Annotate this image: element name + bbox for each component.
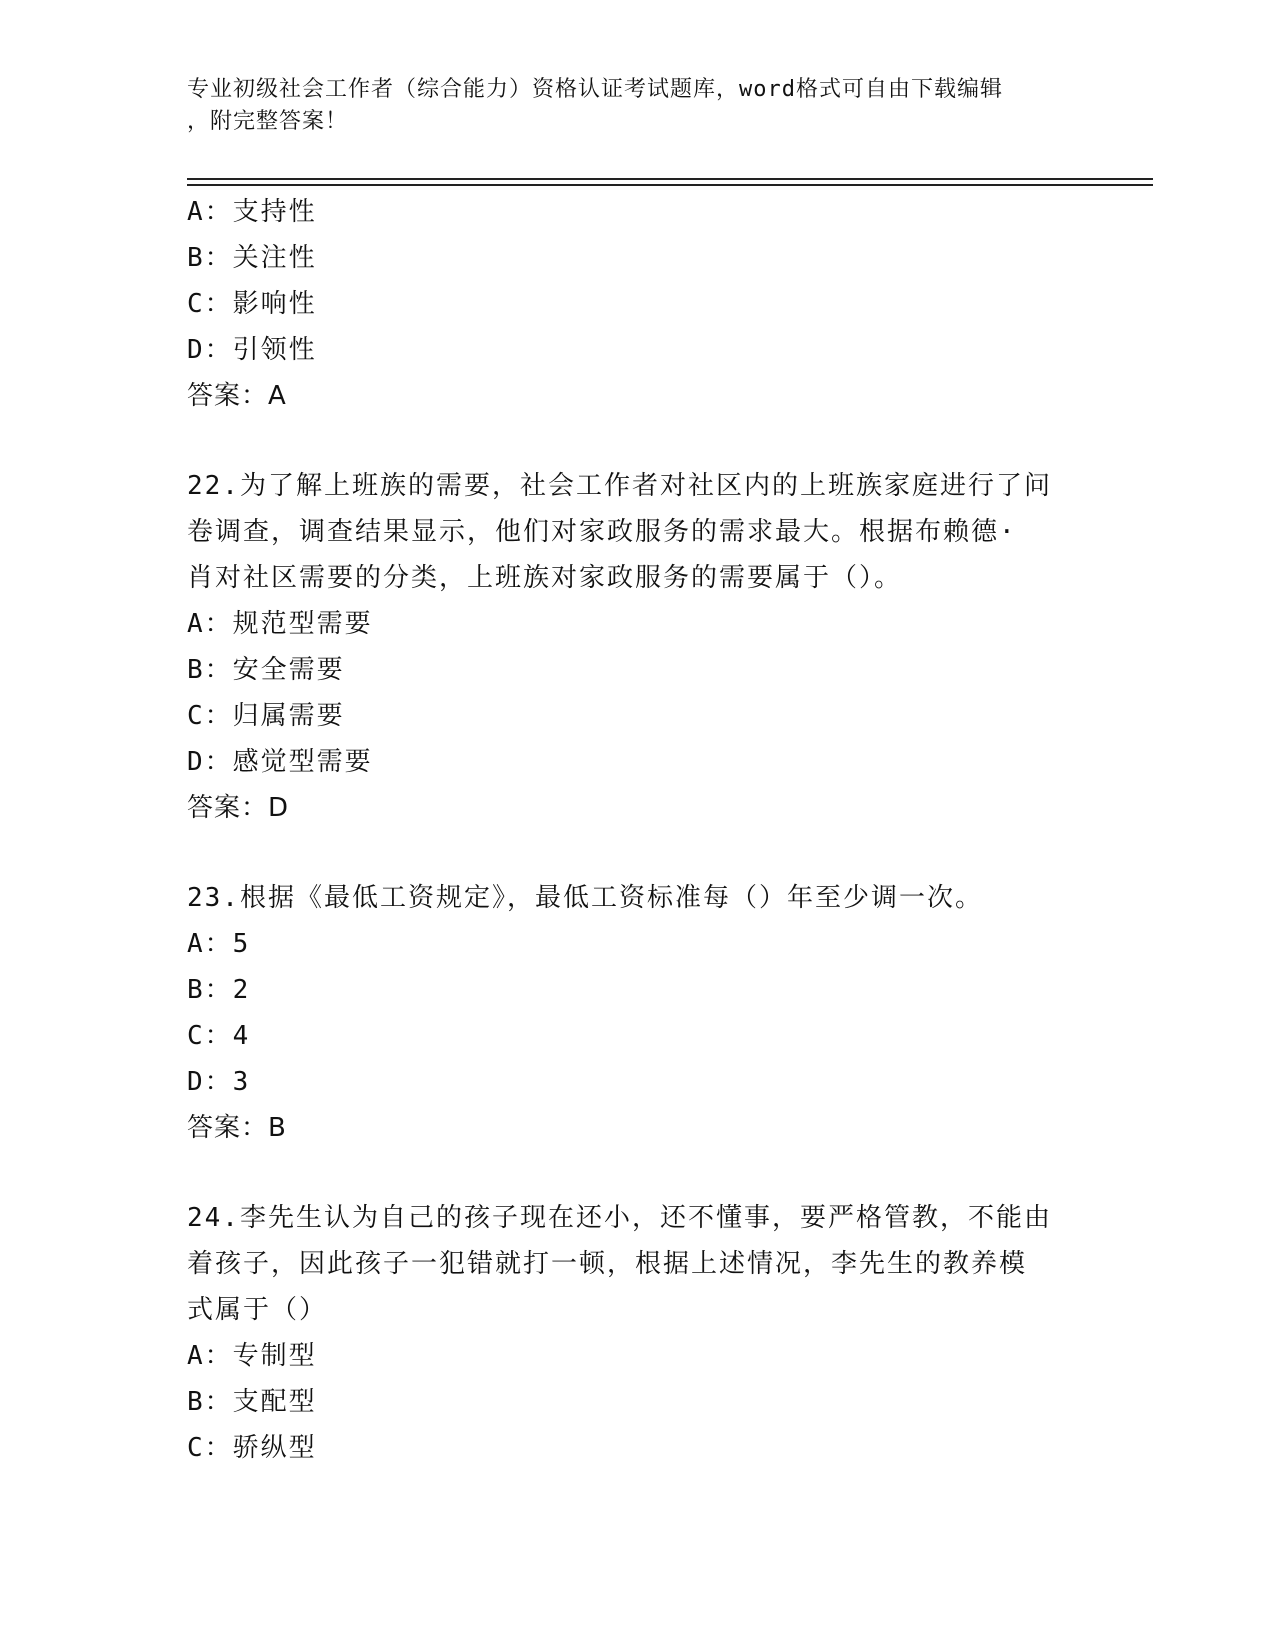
- document-header: [187, 74, 1087, 138]
- header-divider-top: [187, 178, 1153, 180]
- question-spacer: [187, 419, 1087, 463]
- question-stem-line-3: 式属于（）: [187, 1295, 328, 1325]
- header-divider-bottom: [187, 184, 1153, 186]
- option-c: C：4: [187, 1021, 251, 1051]
- question-spacer: [187, 831, 1087, 875]
- option-b: B：安全需要: [187, 655, 345, 685]
- header-title-line-1: 专业初级社会工作者（综合能力）资格认证考试题库，word格式可自由下载编辑: [187, 77, 1003, 102]
- answer-line: 答案：D: [187, 793, 290, 823]
- question-stem-line-1: 24.李先生认为自己的孩子现在还小，还不懂事，要严格管教，不能由: [187, 1203, 1052, 1233]
- option-a: A：5: [187, 929, 251, 959]
- question-stem-line-2: 卷调查，调查结果显示，他们对家政服务的需求最大。根据布赖德·: [187, 517, 1017, 547]
- option-a: A：规范型需要: [187, 609, 373, 639]
- option-c: C：归属需要: [187, 701, 345, 731]
- question-21: [187, 189, 1087, 419]
- option-c: C：骄纵型: [187, 1433, 317, 1463]
- question-spacer: [187, 1151, 1087, 1195]
- question-22: [187, 463, 1087, 831]
- option-d: D：3: [187, 1067, 251, 1097]
- option-a: A：专制型: [187, 1341, 317, 1371]
- question-24: [187, 1195, 1087, 1471]
- answer-line: 答案：B: [187, 1113, 287, 1143]
- question-stem-line-3: 肖对社区需要的分类，上班族对家政服务的需要属于（）。: [187, 563, 903, 593]
- question-content: [187, 189, 1087, 1471]
- question-stem-line-1: 22.为了解上班族的需要，社会工作者对社区内的上班族家庭进行了问: [187, 471, 1052, 501]
- header-title-line-2: ，附完整答案！: [187, 109, 349, 134]
- option-b: B：支配型: [187, 1387, 317, 1417]
- answer-line: 答案：A: [187, 381, 287, 411]
- option-a: A：支持性: [187, 197, 317, 227]
- option-c: C：影响性: [187, 289, 317, 319]
- question-23: [187, 875, 1087, 1151]
- option-d: D：感觉型需要: [187, 747, 373, 777]
- question-stem-line-1: 23.根据《最低工资规定》，最低工资标准每（）年至少调一次。: [187, 883, 983, 913]
- option-d: D：引领性: [187, 335, 317, 365]
- option-b: B：关注性: [187, 243, 317, 273]
- question-stem-line-2: 着孩子，因此孩子一犯错就打一顿，根据上述情况，李先生的教养模: [187, 1249, 1028, 1279]
- option-b: B：2: [187, 975, 251, 1005]
